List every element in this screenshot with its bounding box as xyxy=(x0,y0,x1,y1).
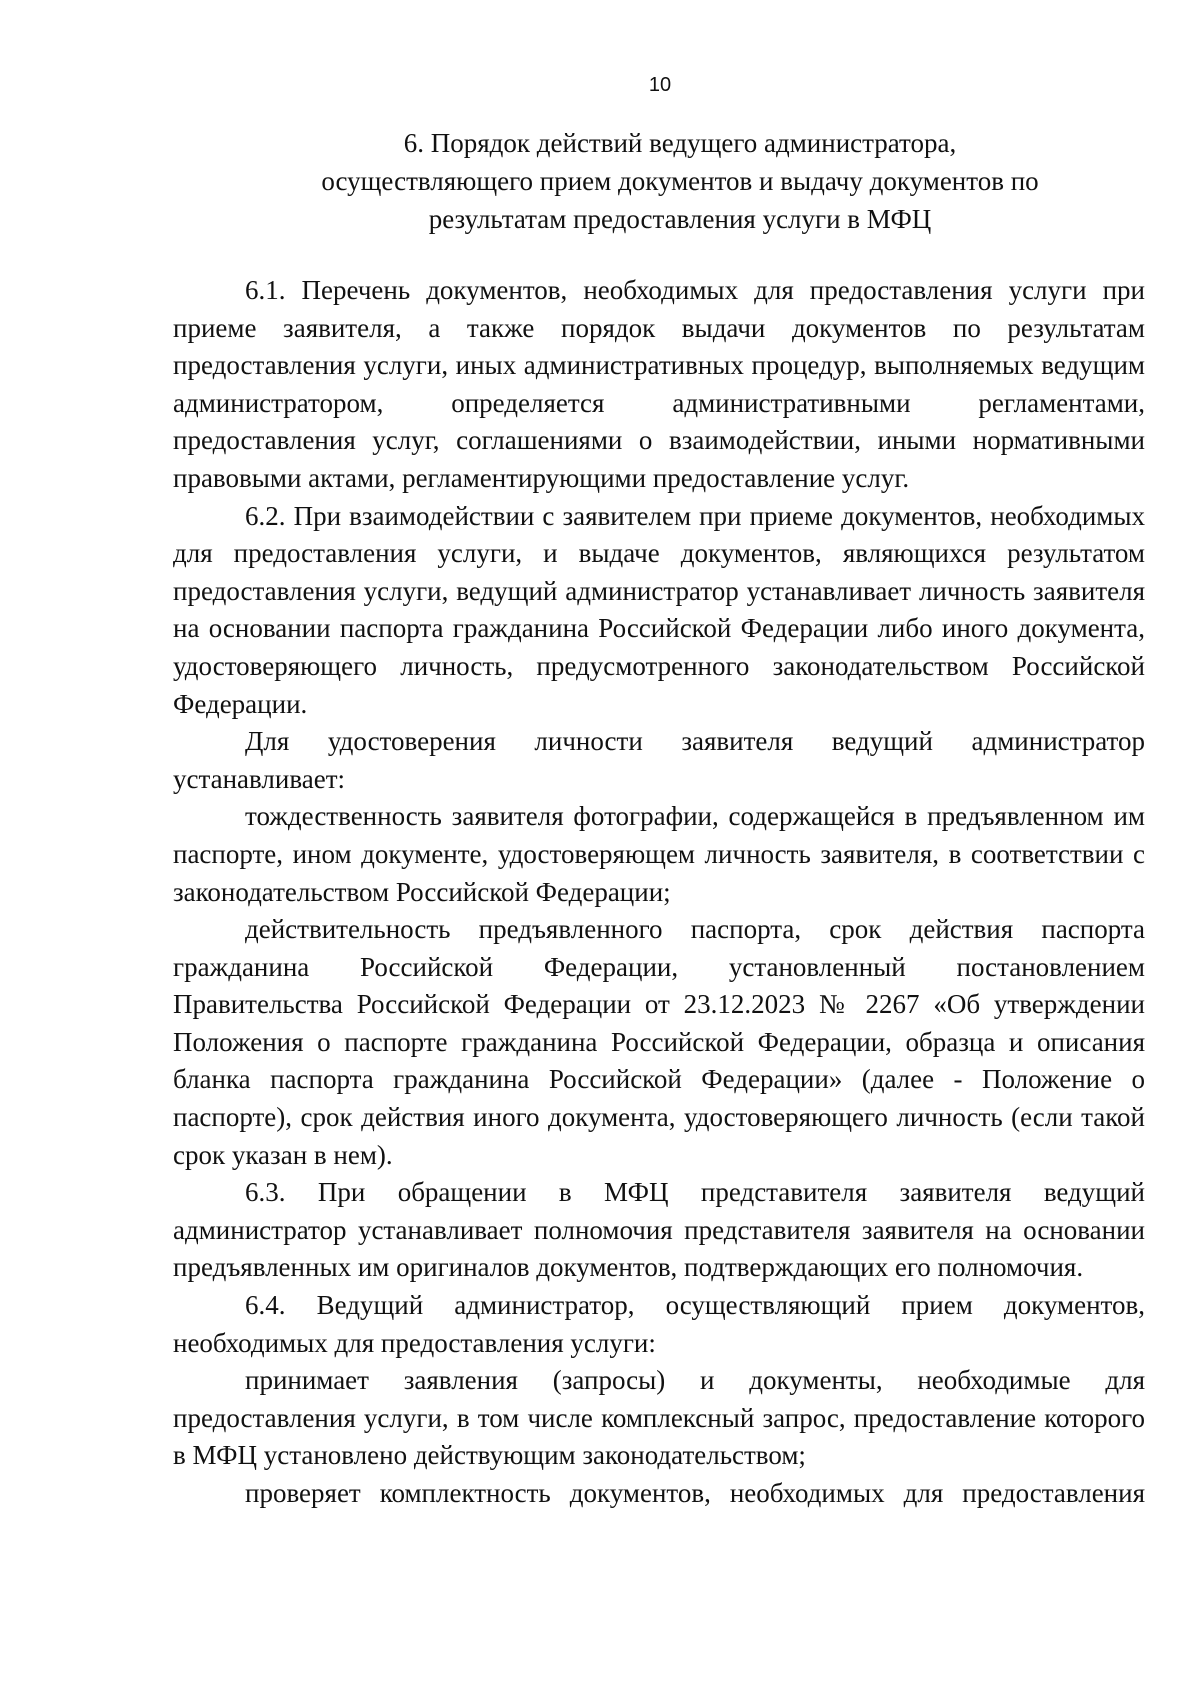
section-heading-line: 6. Порядок действий ведущего администратора, xyxy=(403,128,957,158)
paragraph-6-2: 6.2. При взаимодействии с заявителем при приеме документов, необходимых для предоставления услуги, и выдаче документов, являющихся результатом предоставления услуги, ведущий администратор устанавливает личность заявителя на основании паспорта гражданина Российской Федерации либо иного документа, удостоверяющего личность, предусмотренного законодательством Российской Федерации. xyxy=(173,500,1145,719)
section-heading xyxy=(280,124,1080,238)
paragraph-checks-completeness: проверяет комплектность документов, необходимых для предоставления xyxy=(245,1478,1145,1508)
section-heading-line: осуществляющего прием документов и выдачу документов по xyxy=(321,166,1039,196)
paragraph-6-1: 6.1. Перечень документов, необходимых для предоставления услуги при приеме заявителя, а также порядок выдачи документов по результатам предоставления услуги, иных административных процедур, выполняемых ведущим администратором, определяется административными регламентами, предоставления услуг, соглашениями о взаимодействии, иными нормативными правовыми актами, регламентирующими предоставление услуг. xyxy=(173,275,1145,493)
document-body xyxy=(173,272,1145,1513)
paragraph-6-4: 6.4. Ведущий администратор, осуществляющий прием документов, необходимых для предоставления услуги: xyxy=(173,1290,1145,1358)
page-number: 10 xyxy=(648,74,672,96)
paragraph-passport-validity: действительность предъявленного паспорта, срок действия паспорта гражданина Российской Федерации, установленный постановлением Правительства Российской Федерации от 23.12.2023 № 2267 «Об утверждении Положения о паспорте гражданина Российской Федерации, образца и описания бланка паспорта гражданина Российской Федерации» (далее - Положение о паспорте), срок действия иного документа, удостоверяющего личность (если такой срок указан в нем). xyxy=(173,914,1145,1170)
paragraph-identity-verification: Для удостоверения личности заявителя ведущий администратор устанавливает: xyxy=(173,726,1145,794)
section-heading-line: результатам предоставления услуги в МФЦ xyxy=(428,204,932,234)
paragraph-6-3: 6.3. При обращении в МФЦ представителя заявителя ведущий администратор устанавливает полномочия представителя заявителя на основании предъявленных им оригиналов документов, подтверждающих его полномочия. xyxy=(173,1177,1145,1283)
paragraph-photo-identity: тождественность заявителя фотографии, содержащейся в предъявленном им паспорте, ином документе, удостоверяющем личность заявителя, в соответствии с законодательством Российской Федерации; xyxy=(173,801,1145,907)
paragraph-accepts-applications: принимает заявления (запросы) и документы, необходимые для предоставления услуги, в том числе комплексный запрос, предоставление которого в МФЦ установлено действующим законодательством; xyxy=(173,1365,1145,1471)
